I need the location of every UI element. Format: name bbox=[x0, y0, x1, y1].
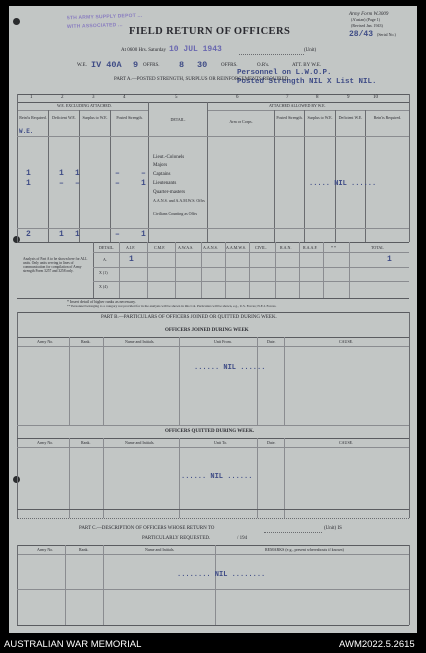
col-number-3: 3 bbox=[92, 95, 95, 100]
quitted-col-unitto: Unit To. bbox=[214, 440, 228, 445]
col-number-2: 2 bbox=[61, 95, 64, 100]
or-label: O.R's. bbox=[257, 63, 270, 68]
punch-hole-top bbox=[13, 18, 20, 25]
col-head-surplus: Surplus to W.E. bbox=[82, 115, 108, 120]
attached-allowed-heading: ATTACHED ALLOWED BY W.E. bbox=[269, 103, 326, 108]
joined-col-name: Name and Initials. bbox=[125, 339, 155, 344]
lieutenants-posted: – bbox=[115, 179, 120, 188]
serial-label: (Serial No.) bbox=[377, 32, 396, 37]
form-subtitle: (A'asian) (Page 1) bbox=[351, 17, 380, 22]
offrs-label-2: OFFRS. bbox=[221, 63, 238, 68]
typed-note-2: Posted Strength NIL X List NIL. bbox=[237, 78, 377, 86]
col-head-deficient: Deficient W.E. bbox=[52, 115, 76, 120]
partc-col-rank: Rank. bbox=[79, 547, 89, 552]
detail-row-x1: X (1) bbox=[99, 270, 108, 275]
total-surplus: 1 bbox=[75, 230, 80, 239]
total-posted: – bbox=[115, 230, 120, 239]
detail-head-other: * * bbox=[331, 245, 336, 250]
captains-deficient: 1 bbox=[59, 169, 64, 178]
rank-lt-colonels: Lieut.-Colonels bbox=[153, 155, 185, 160]
col-head-reints: Rein'ts Required. bbox=[19, 115, 47, 120]
form-number: Army Form W.3009 bbox=[349, 12, 389, 17]
col-head-detail: DETAIL. bbox=[170, 117, 186, 122]
col-number-9: 9 bbox=[347, 95, 350, 100]
partc-col-remarks: REMARKS (e.g., present whereabouts if known) bbox=[265, 547, 344, 552]
detail-head-aif: A.I.F. bbox=[126, 245, 136, 250]
footer-institution: AUSTRALIAN WAR MEMORIAL bbox=[4, 639, 142, 650]
detail-head-civil: CIVIL. bbox=[255, 245, 267, 250]
partc-col-armyno: Army No. bbox=[37, 547, 54, 552]
attached-nil: ..... NIL ...... bbox=[309, 180, 377, 188]
lieutenants-deficient: – bbox=[59, 179, 64, 188]
document-sheet bbox=[9, 6, 417, 633]
detail-row-x4: X (4) bbox=[99, 284, 108, 289]
offrs-count-2: 8 bbox=[179, 60, 185, 70]
serial-number: 28/43 bbox=[349, 30, 374, 39]
col-number-7: 7 bbox=[286, 95, 289, 100]
col-number-1: 1 bbox=[30, 95, 33, 100]
form-title: FIELD RETURN OF OFFICERS bbox=[129, 26, 291, 37]
rank-quartermasters: Quarter-masters bbox=[153, 190, 186, 195]
total-deficient: 1 bbox=[59, 230, 64, 239]
captains-reints: 1 bbox=[26, 169, 31, 178]
or-count: 30 bbox=[197, 60, 208, 70]
col-number-10: 10 bbox=[373, 95, 378, 100]
col-number-5: 5 bbox=[175, 95, 178, 100]
part-c-heading: PART C.—DESCRIPTION OF OFFICERS WHOSE RETURN TO bbox=[79, 526, 215, 531]
col-head-reints-2: Rein'ts Required. bbox=[373, 115, 402, 120]
quitted-col-name: Name and Initials. bbox=[125, 440, 155, 445]
receipt-stamp-line1: 5TH ARMY SUPPLY DEPOT ... bbox=[66, 12, 143, 22]
detail-head-awas: A.W.A.S. bbox=[178, 245, 194, 250]
detail-a-total-value: 1 bbox=[387, 255, 392, 264]
detail-head-aamws: A.A.M.W.S. bbox=[226, 245, 246, 250]
captains-posted: – bbox=[115, 169, 120, 178]
joined-nil: ...... NIL ...... bbox=[194, 364, 266, 372]
partc-col-name: Name and Initials. bbox=[145, 547, 175, 552]
lieutenants-posted-2: 1 bbox=[141, 179, 146, 188]
lieutenants-reints: 1 bbox=[26, 179, 31, 188]
col-head-arm: Arm or Corps. bbox=[229, 119, 253, 124]
footer-accession: AWM2022.5.2615 bbox=[339, 639, 415, 650]
quitted-col-date: Date. bbox=[267, 440, 276, 445]
captains-posted-2: – bbox=[141, 169, 146, 178]
quitted-col-rank: Rank. bbox=[81, 440, 91, 445]
col-number-6: 6 bbox=[236, 95, 239, 100]
receipt-stamp-line2: WITH ASSOCIATED ... bbox=[66, 22, 123, 30]
detail-row-a: A. bbox=[103, 257, 107, 262]
form-revision: (Revised Jan. 1943) bbox=[351, 23, 383, 28]
offrs-label: OFFRS. bbox=[143, 63, 160, 68]
we-label: W.E. bbox=[77, 63, 87, 68]
we-excluding-heading: W.E. EXCLUDING ATTACHED. bbox=[57, 103, 112, 108]
att-label: ATT. BY W.E. bbox=[292, 63, 322, 68]
unit-label: (Unit) bbox=[304, 48, 317, 53]
part-b-heading: PART B.—PARTICULARS OF OFFICERS JOINED OR QUITTED DURING WEEK. bbox=[101, 315, 277, 320]
col-head-surplus-2: Surplus to W.E. bbox=[307, 115, 333, 120]
part-c-unit: (Unit) IS bbox=[324, 526, 342, 531]
detail-head-raaf: R.A.A.F. bbox=[303, 245, 318, 250]
footnote-ranks: * Insert detail of higher ranks as necessary. bbox=[67, 299, 136, 304]
time-label: At 0600 Hrs. Saturday bbox=[121, 48, 166, 53]
detail-a-aif-value: 1 bbox=[129, 255, 134, 264]
detail-head-ran: R.A.N. bbox=[280, 245, 292, 250]
joined-col-date: Date. bbox=[267, 339, 276, 344]
detail-head-aans: A.A.N.S. bbox=[203, 245, 218, 250]
quitted-nil: ...... NIL ...... bbox=[181, 473, 253, 481]
joined-col-armyno: Army No. bbox=[37, 339, 54, 344]
col-head-posted-2: Posted Strength. bbox=[276, 115, 303, 120]
part-c-requested: PARTICULARLY REQUESTED. bbox=[142, 536, 211, 541]
col-head-posted: Posted Strength. bbox=[116, 115, 143, 120]
lieutenants-surplus: – bbox=[75, 179, 80, 188]
quitted-heading: OFFICERS QUITTED DURING WEEK. bbox=[165, 429, 255, 434]
detail-head-detail: DETAIL. bbox=[99, 245, 115, 250]
part-c-nil: ........ NIL ........ bbox=[177, 571, 266, 579]
offrs-count: 9 bbox=[133, 60, 139, 70]
rank-captains: Captains bbox=[153, 172, 171, 177]
typed-note-1: Personnel on L.W.O.P. bbox=[237, 69, 332, 77]
col-number-4: 4 bbox=[123, 95, 126, 100]
rank-civilians: Civilians Counting as Offrs bbox=[153, 211, 198, 216]
joined-heading: OFFICERS JOINED DURING WEEK bbox=[165, 328, 249, 333]
quitted-col-armyno: Army No. bbox=[37, 440, 54, 445]
captains-surplus: 1 bbox=[75, 169, 80, 178]
quitted-col-cause: CAUSE. bbox=[339, 440, 354, 445]
col-head-deficient-2: Deficient W.E. bbox=[338, 115, 363, 120]
we-value: IV 40A bbox=[91, 60, 122, 70]
analysis-note: Analysis of Part A to be shown here for ALL units. Only units serving in lines of communication for compilation of Army strength Form 3257 and 3258 only. bbox=[23, 257, 88, 273]
rank-majors: Majors bbox=[153, 163, 168, 168]
joined-col-rank: Rank. bbox=[81, 339, 91, 344]
date-stamp: 10 JUL 1943 bbox=[169, 45, 222, 54]
archive-footer bbox=[0, 633, 426, 653]
part-c-date: / 194 bbox=[237, 536, 248, 541]
detail-head-total: TOTAL bbox=[371, 245, 384, 250]
joined-col-unitfrom: Unit From. bbox=[214, 339, 232, 344]
footnote-categories: ** Personnel belonging to a category not provided for in the analysis will be shown in this Col. Particulars will be shown, e.g., U.S. Forces; N.E.I. Forces. bbox=[67, 304, 277, 308]
we-abbr: W.E. bbox=[19, 128, 34, 135]
part-a-heading: PART A.—POSTED STRENGTH, SURPLUS OR REINFORCEMENTS REQUIRED bbox=[114, 77, 289, 82]
total-posted-2: 1 bbox=[141, 230, 146, 239]
col-number-8: 8 bbox=[316, 95, 319, 100]
rank-nursing: A.A.N.S. and A.A.M.W.S. Offrs bbox=[153, 198, 205, 203]
detail-head-cmf: C.M.F. bbox=[154, 245, 166, 250]
rank-lieutenants: Lieutenants bbox=[153, 181, 177, 186]
total-reints: 2 bbox=[26, 230, 31, 239]
joined-col-cause: CAUSE. bbox=[339, 339, 354, 344]
